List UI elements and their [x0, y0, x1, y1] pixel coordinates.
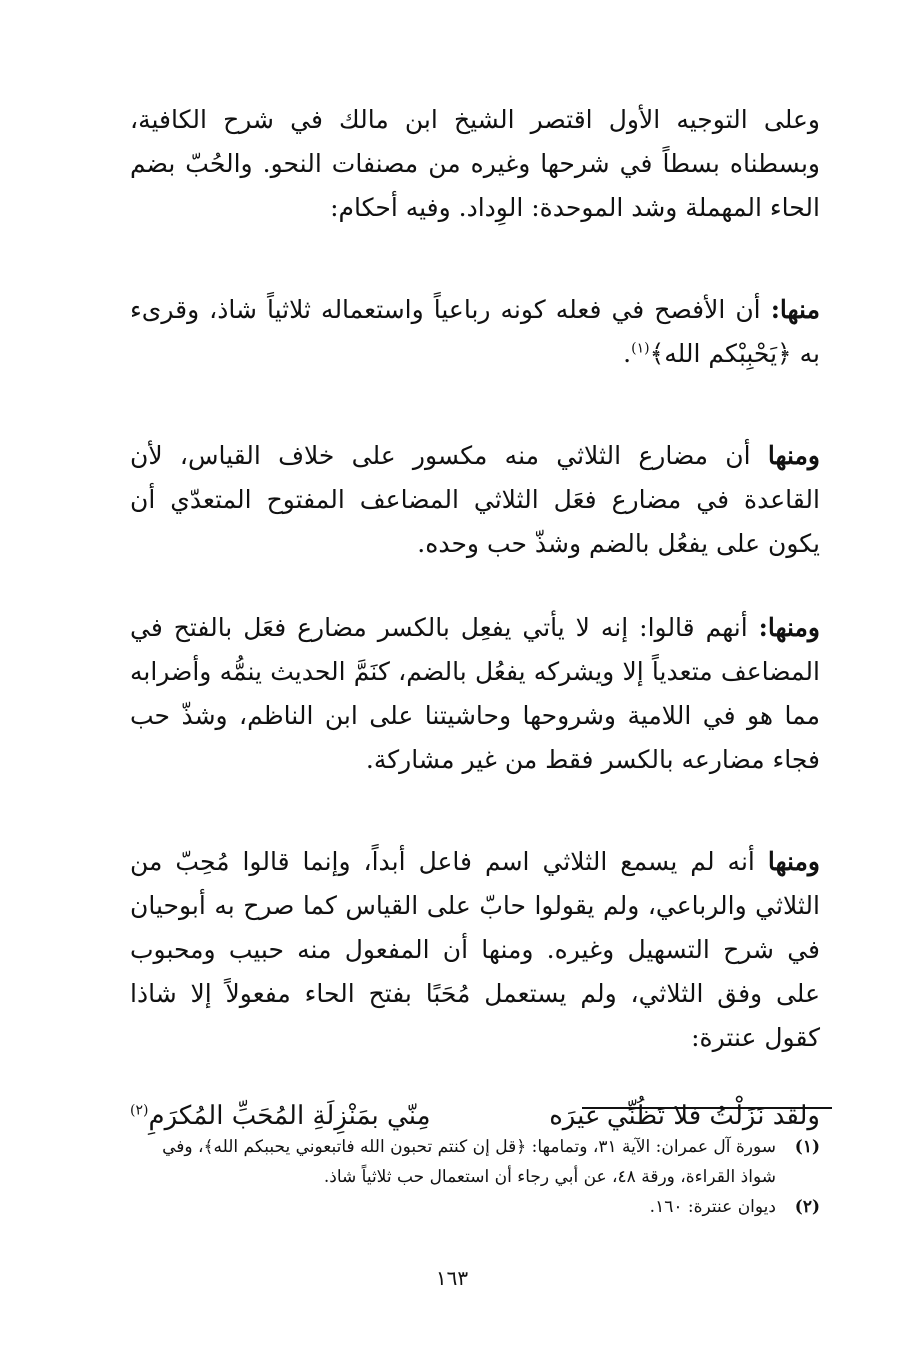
footnote-ref-2[interactable]: (٢)	[130, 1102, 149, 1119]
paragraph-ruling-1	[130, 288, 820, 376]
paragraph-ruling-3	[130, 606, 820, 782]
footnote-text: ديوان عنترة: ١٦٠.	[649, 1197, 776, 1217]
ruling-lead: ومنها	[767, 847, 820, 876]
footnote-number: (٢)	[794, 1197, 820, 1217]
footnote-item	[122, 1192, 820, 1222]
footnotes	[122, 1132, 820, 1222]
ruling-text: أن مضارع الثلاثي منه مكسور على خلاف القياس، لأن القاعدة في مضارع فعَل الثلاثي المضاعف المفتوح المتعدّي أن يكون على يفعُل بالضم وشذّ حب وحده.	[130, 441, 820, 558]
ruling-tail: .	[623, 339, 632, 368]
ruling-lead: ومنها:	[758, 613, 820, 642]
footnote-item	[122, 1132, 820, 1192]
ruling-text: أنه لم يسمع الثلاثي اسم فاعل أبداً، وإنما قالوا مُحِبّ من الثلاثي والرباعي، ولم يقولوا حابّ على القياس كما صرح به أبوحيان في شرح التسهيل وغيره. ومنها أن المفعول منه حبيب ومحبوب على وفق الثلاثي، ولم يستعمل مُحَبًا بفتح الحاء مفعولاً إلا شاذا كقول عنترة:	[130, 847, 820, 1052]
ruling-text: أن الأفصح في فعله كونه رباعياً واستعماله ثلاثياً شاذ، وقرىء به ﴿يَحْبِبْكم الله﴾	[130, 295, 820, 368]
footnote-number: (١)	[794, 1137, 820, 1157]
paragraph-ruling-2	[130, 434, 820, 566]
page-number: ١٦٣	[435, 1266, 469, 1290]
verse-first-hemistich: ولقد نَزَلْتُ فلا تَظُنِّي غيرَه	[549, 1101, 820, 1131]
verse-second-text: مِنّي بمَنْزِلَةِ المُحَبِّ المُكرَمِ	[148, 1101, 431, 1131]
paragraph-ruling-4	[130, 840, 820, 1060]
ruling-text: أنهم قالوا: إنه لا يأتي يفعِل بالكسر مضارع فعَل بالفتح في المضاعف متعدياً إلا ويشركه يفعُل بالضم، كنَمَّ الحديث ينمُّه وأضرابه مما هو في اللامية وشروحها وحاشيتنا على ابن الناظم، وشذّ حب فجاء مضارعه بالكسر فقط من غير مشاركة.	[130, 613, 820, 774]
ruling-lead: ومنها	[767, 441, 820, 470]
main-text	[130, 98, 820, 1138]
footnote-ref-1[interactable]: (١)	[631, 340, 650, 357]
footnote-divider	[582, 1107, 832, 1109]
ruling-lead: منها:	[770, 295, 820, 324]
paragraph-intro: وعلى التوجيه الأول اقتصر الشيخ ابن مالك في شرح الكافية، وبسطناه بسطاً في شرحها وغيره من مصنفات النحو. والحُبّ بضم الحاء المهملة وشد الموحدة: الوِداد. وفيه أحكام:	[130, 105, 820, 222]
footnote-text: سورة آل عمران: الآية ٣١، وتمامها: ﴿قل إن كنتم تحبون الله فاتبعوني يحببكم الله﴾، وفي شواذ القراءة، ورقة ٤٨، عن أبي رجاء أن استعمال حب ثلاثياً شاذ.	[162, 1137, 776, 1187]
